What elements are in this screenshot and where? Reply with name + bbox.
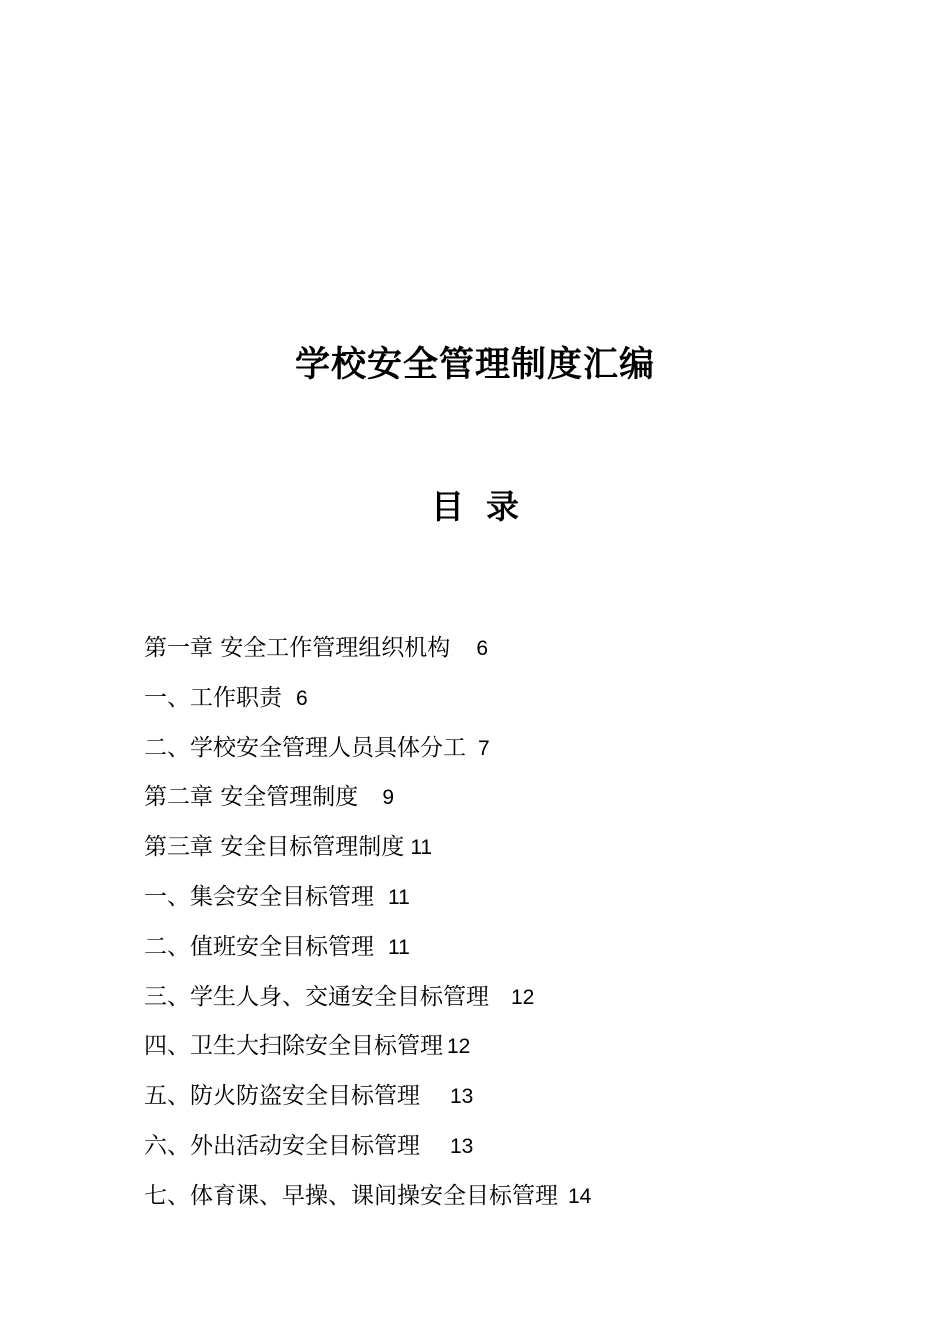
- toc-entry[interactable]: [144, 1173, 844, 1223]
- toc-entry-label: 一、集会安全目标管理: [144, 883, 374, 910]
- toc-entry-label: 第二章 安全管理制度: [144, 784, 359, 811]
- toc-entry-label: 第一章 安全工作管理组织机构: [144, 635, 451, 661]
- toc-entry-label: 第三章 安全目标管理制度: [144, 834, 405, 861]
- toc-entry-page: 11: [388, 935, 410, 959]
- toc-entry-page: 13: [450, 1134, 474, 1158]
- toc-entry[interactable]: [144, 974, 844, 1024]
- toc-entry-label: 六、外出活动安全目标管理: [144, 1132, 420, 1159]
- toc-entry[interactable]: [144, 924, 844, 974]
- toc-entry[interactable]: [144, 1123, 844, 1173]
- toc-entry-page: 9: [382, 786, 394, 810]
- toc-entry[interactable]: [144, 1023, 844, 1073]
- toc-heading: [0, 482, 950, 532]
- toc-entry-label: 二、学校安全管理人员具体分工: [144, 734, 466, 761]
- toc-entry-page: 7: [478, 736, 490, 760]
- toc-entry-label: 二、值班安全目标管理: [144, 933, 374, 960]
- document-title: 学校安全管理制度汇编: [294, 345, 655, 385]
- toc-entry[interactable]: [144, 625, 844, 675]
- toc-entry[interactable]: [144, 774, 844, 824]
- toc-entry-page: 12: [447, 1035, 471, 1059]
- toc-entry-label: 七、体育课、早操、课间操安全目标管理: [144, 1182, 558, 1209]
- toc-entry-label: 一、工作职责: [144, 684, 282, 711]
- toc-heading-char-2: 录: [486, 487, 519, 526]
- toc-entry-page: 11: [410, 836, 433, 860]
- toc-entry[interactable]: [144, 824, 844, 874]
- toc-entry[interactable]: [144, 874, 844, 924]
- toc-entry[interactable]: [144, 1073, 844, 1123]
- toc-entry-page: 6: [296, 686, 308, 710]
- toc-entry[interactable]: [144, 725, 844, 775]
- toc-entry-page: 13: [450, 1085, 474, 1109]
- toc-entry-label: 四、卫生大扫除安全目标管理: [144, 1033, 443, 1060]
- toc-entry-label: 三、学生人身、交通安全目标管理: [144, 983, 489, 1010]
- toc-entry-label: 五、防火防盗安全目标管理: [144, 1083, 420, 1110]
- toc-entry-page: 6: [476, 637, 488, 660]
- toc-entry-page: 12: [511, 985, 535, 1009]
- table-of-contents: [144, 625, 844, 1223]
- toc-heading-char-1: 目: [431, 487, 464, 526]
- toc-entry-page: 14: [568, 1184, 592, 1208]
- toc-entry[interactable]: [144, 675, 844, 725]
- toc-entry-page: 11: [388, 885, 410, 909]
